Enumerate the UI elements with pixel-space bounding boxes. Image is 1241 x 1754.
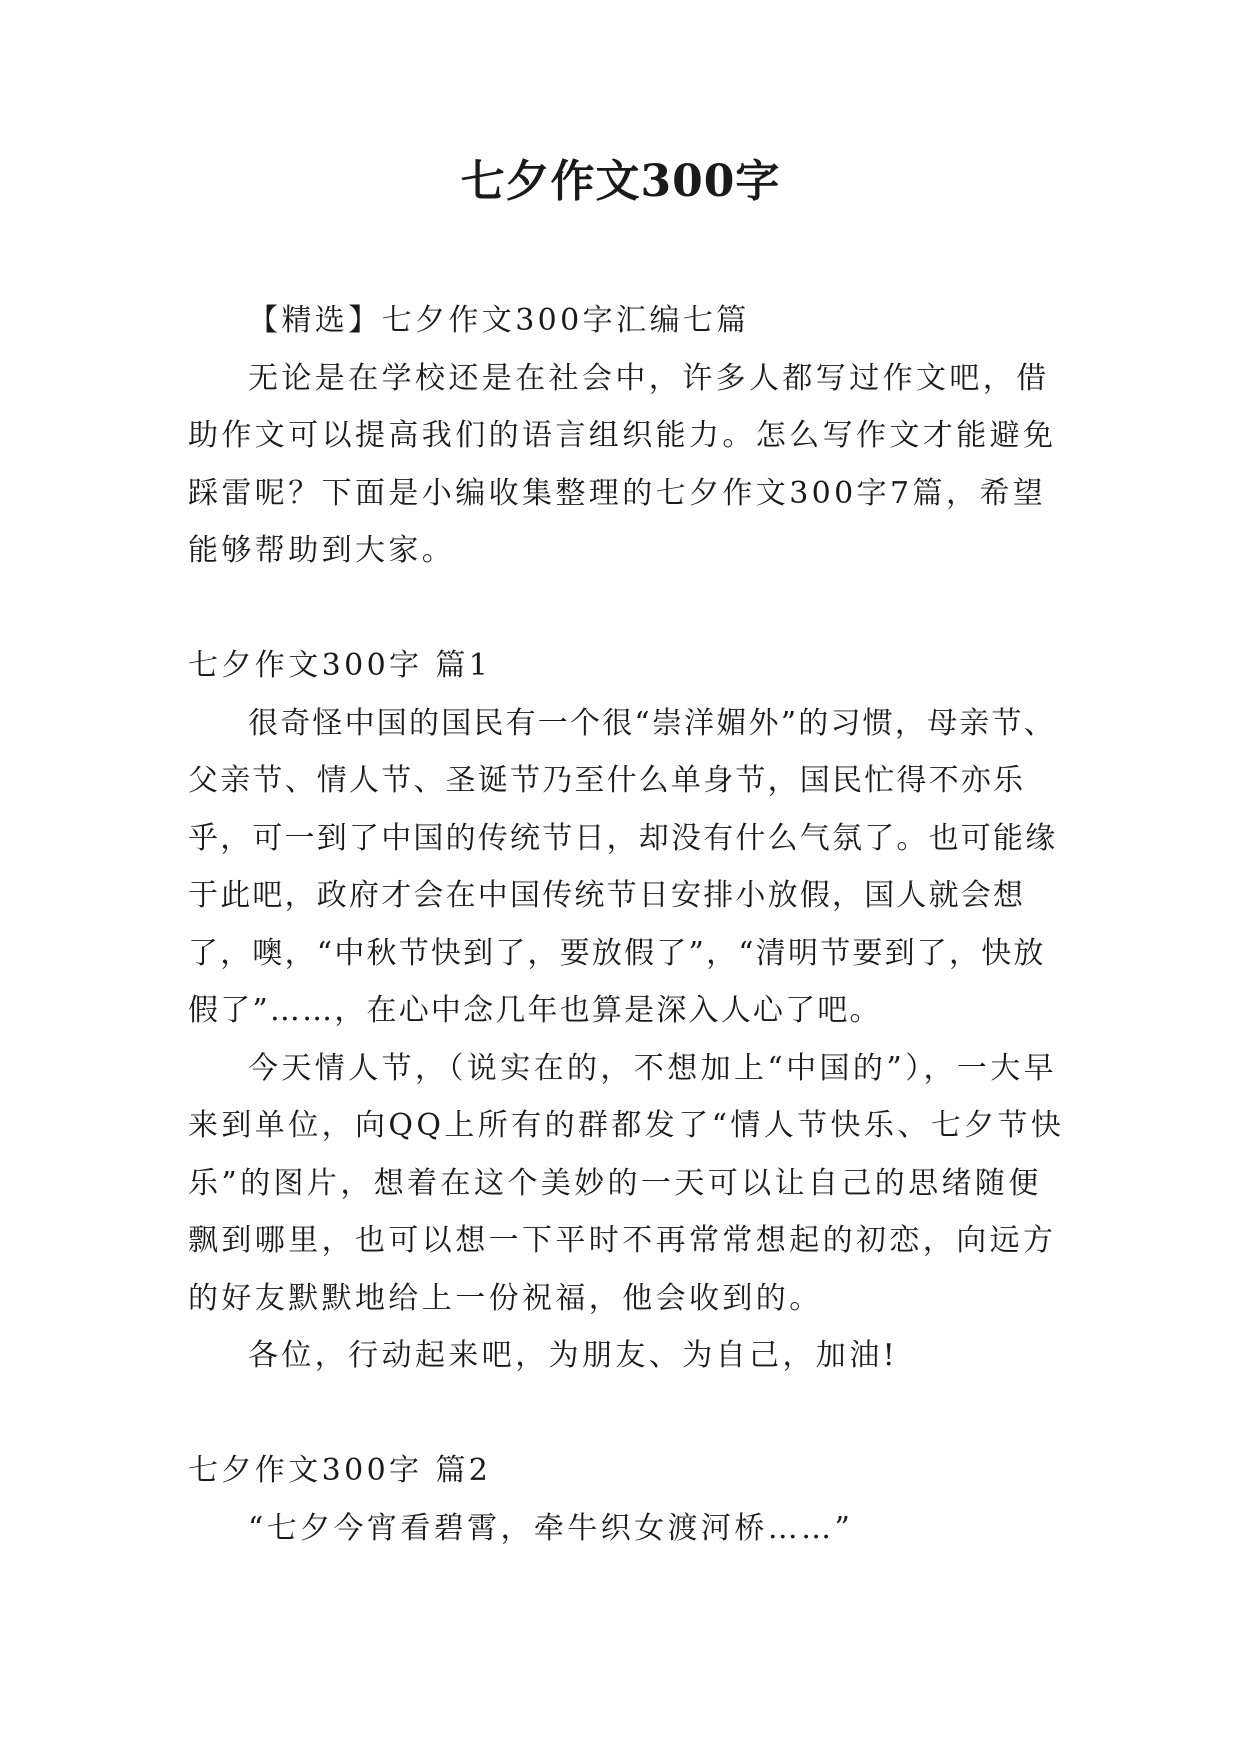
section-heading: 七夕作文300字 篇1: [188, 648, 492, 683]
intro-paragraph: 无论是在学校还是在社会中，许多人都写过作文吧，借助作文可以提高我们的语言组织能力。怎么写作文才能避免踩雷呢？下面是小编收集整理的七夕作文300字7篇，希望能够帮助到大家。: [188, 360, 1057, 568]
document-body: [188, 292, 1068, 1557]
section-paragraph: “七夕今宵看碧霄，牵牛织女渡河桥……”: [248, 1510, 854, 1546]
section-paragraph: 今天情人节，（说实在的，不想加上“中国的”），一大早来到单位，向QQ上所有的群都发了“情人节快乐、七夕节快乐”的图片，想着在这个美妙的一天可以让自己的思绪随便飘到哪里，也可以想一下平时不再常常想起的初恋，向远方的好友默默地给上一份祝福，他会收到的。: [188, 1050, 1065, 1316]
document-title: 七夕作文300字: [460, 156, 781, 207]
section-paragraph: 各位，行动起来吧，为朋友、为自己，加油!: [248, 1338, 899, 1373]
section-heading: 七夕作文300字 篇2: [188, 1453, 492, 1488]
intro-label: 【精选】七夕作文300字汇编七篇: [248, 303, 750, 338]
section-paragraph: 很奇怪中国的国民有一个很“崇洋媚外”的习惯，母亲节、父亲节、情人节、圣诞节乃至什么单身节，国民忙得不亦乐乎，可一到了中国的传统节日，却没有什么气氛了。也可能缘于此吧，政府才会在中国传统节日安排小放假，国人就会想了，噢，“中秋节快到了，要放假了”，“清明节要到了，快放假了”……，在心中念几年也算是深入人心了吧。: [188, 705, 1058, 1028]
